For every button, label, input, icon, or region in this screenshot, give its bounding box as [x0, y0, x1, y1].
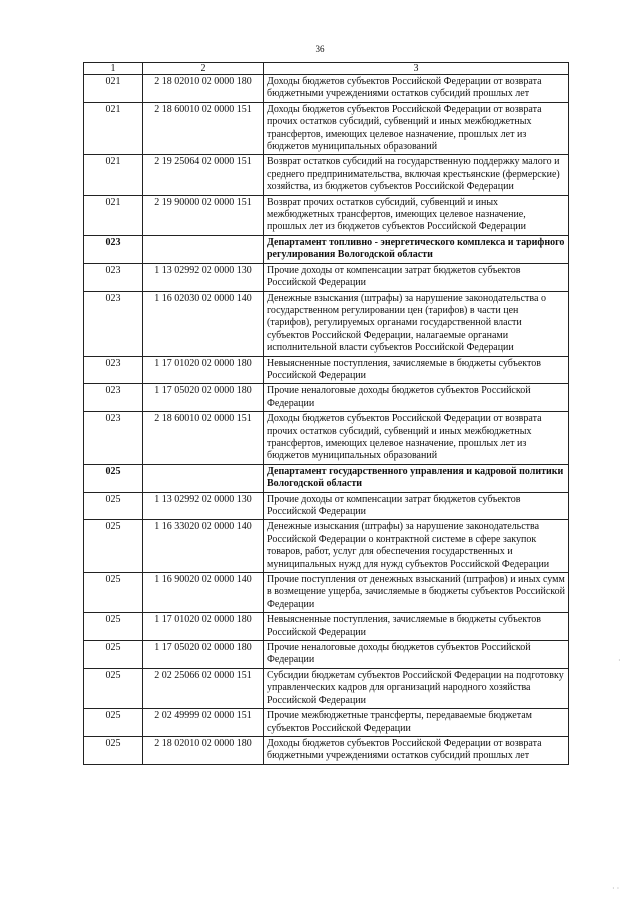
revenue-code-cell: 1 16 90020 02 0000 140 [143, 573, 264, 613]
description-cell: Доходы бюджетов субъектов Российской Федерации от возврата бюджетными учреждениями остатков субсидий прошлых лет [264, 736, 569, 764]
admin-code-cell: 025 [84, 736, 143, 764]
admin-code-cell: 023 [84, 412, 143, 465]
description-cell: Прочие доходы от компенсации затрат бюджетов субъектов Российской Федерации [264, 263, 569, 291]
revenue-code-cell: 2 18 60010 02 0000 151 [143, 412, 264, 465]
admin-code-cell: 023 [84, 263, 143, 291]
revenue-code-cell: 2 02 25066 02 0000 151 [143, 668, 264, 708]
revenue-code-cell: 2 19 25064 02 0000 151 [143, 155, 264, 195]
admin-code-cell: 025 [84, 613, 143, 641]
table-row [84, 384, 569, 412]
page-number: 36 [315, 44, 325, 54]
table-row [84, 668, 569, 708]
description-cell: Невыясненные поступления, зачисляемые в бюджеты субъектов Российской Федерации [264, 356, 569, 384]
header-col-1: 1 [84, 63, 143, 75]
description-cell: Прочие межбюджетные трансферты, передаваемые бюджетам субъектов Российской Федерации [264, 709, 569, 737]
description-cell: Невыясненные поступления, зачисляемые в бюджеты субъектов Российской Федерации [264, 613, 569, 641]
revenue-codes-table [83, 62, 569, 765]
table-row [84, 736, 569, 764]
table-row [84, 492, 569, 520]
header-col-3: 3 [264, 63, 569, 75]
admin-code-cell: 025 [84, 641, 143, 669]
revenue-code-cell: 1 13 02992 02 0000 130 [143, 263, 264, 291]
description-cell: Доходы бюджетов субъектов Российской Федерации от возврата прочих остатков субсидий, субвенций и иных межбюджетных трансфертов, имеющих целевое назначение, прошлых лет из бюджетов муниципальных образований [264, 412, 569, 465]
revenue-code-cell: 2 02 49999 02 0000 151 [143, 709, 264, 737]
description-cell: Прочие доходы от компенсации затрат бюджетов субъектов Российской Федерации [264, 492, 569, 520]
admin-code-cell: 025 [84, 668, 143, 708]
admin-code-cell: 025 [84, 520, 143, 573]
description-cell: Прочие неналоговые доходы бюджетов субъектов Российской Федерации [264, 384, 569, 412]
description-cell: Прочие поступления от денежных взысканий (штрафов) и иных сумм в возмещение ущерба, зачисляемые в бюджеты субъектов Российской Федерации [264, 573, 569, 613]
description-cell: Субсидии бюджетам субъектов Российской Федерации на подготовку управленческих кадров для организаций народного хозяйства Российской Федерации [264, 668, 569, 708]
revenue-code-cell: 2 18 02010 02 0000 180 [143, 75, 264, 103]
revenue-code-cell: 1 17 01020 02 0000 180 [143, 356, 264, 384]
scan-artifact: · [618, 656, 621, 665]
admin-code-cell: 025 [84, 709, 143, 737]
admin-code-cell: 025 [84, 573, 143, 613]
admin-code-cell: 023 [84, 356, 143, 384]
revenue-code-cell: 2 19 90000 02 0000 151 [143, 195, 264, 235]
table-header-row [84, 63, 569, 75]
table-row [84, 412, 569, 465]
description-cell: Доходы бюджетов субъектов Российской Федерации от возврата бюджетными учреждениями остатков субсидий прошлых лет [264, 75, 569, 103]
table-row [84, 641, 569, 669]
revenue-code-cell: 1 17 05020 02 0000 180 [143, 384, 264, 412]
description-cell: Возврат прочих остатков субсидий, субвенций и иных межбюджетных трансфертов, имеющих целевое назначение, прошлых лет из бюджетов субъектов Российской Федерации [264, 195, 569, 235]
admin-code-cell: 023 [84, 384, 143, 412]
description-cell: Доходы бюджетов субъектов Российской Федерации от возврата прочих остатков субсидий, субвенций и иных межбюджетных трансфертов, имеющих целевое назначение, прошлых лет из бюджетов муниципальных образований [264, 102, 569, 155]
department-row [84, 464, 569, 492]
revenue-code-cell: 1 16 33020 02 0000 140 [143, 520, 264, 573]
scan-artifact: · · [612, 884, 620, 893]
table-row [84, 573, 569, 613]
admin-code-cell: 021 [84, 75, 143, 103]
revenue-code-cell: 2 18 02010 02 0000 180 [143, 736, 264, 764]
table-row [84, 520, 569, 573]
admin-code-cell: 025 [84, 492, 143, 520]
description-cell: Денежные взыскания (штрафы) за нарушение законодательства о государственном регулировании цен (тарифов) в части цен (тарифов), регулируемых органами государственной власти субъектов Российской Федерации, налагаемые органами исполнительной власти субъектов Российской Федерации [264, 291, 569, 356]
admin-code-cell: 021 [84, 102, 143, 155]
description-cell: Денежные изыскания (штрафы) за нарушение законодательства Российской Федерации о контрактной системе в сфере закупок товаров, работ, услуг для обеспечения государственных и муниципальных нужд для нужд субъектов Российской Федерации [264, 520, 569, 573]
description-cell: Департамент топливно - энергетического комплекса и тарифного регулирования Вологодской области [264, 235, 569, 263]
table-row [84, 195, 569, 235]
revenue-code-cell [143, 235, 264, 263]
revenue-code-cell [143, 464, 264, 492]
description-cell: Департамент государственного управления и кадровой политики Вологодской области [264, 464, 569, 492]
revenue-code-cell: 1 17 05020 02 0000 180 [143, 641, 264, 669]
table-row [84, 263, 569, 291]
table-row [84, 709, 569, 737]
admin-code-cell: 025 [84, 464, 143, 492]
admin-code-cell: 023 [84, 235, 143, 263]
admin-code-cell: 021 [84, 155, 143, 195]
table-row [84, 356, 569, 384]
table-row [84, 155, 569, 195]
header-col-2: 2 [143, 63, 264, 75]
table-row [84, 75, 569, 103]
table-row [84, 291, 569, 356]
admin-code-cell: 023 [84, 291, 143, 356]
revenue-code-cell: 1 13 02992 02 0000 130 [143, 492, 264, 520]
description-cell: Возврат остатков субсидий на государственную поддержку малого и среднего предпринимательства, включая крестьянские (фермерские) хозяйства, из бюджетов субъектов Российской Федерации [264, 155, 569, 195]
admin-code-cell: 021 [84, 195, 143, 235]
department-row [84, 235, 569, 263]
description-cell: Прочие неналоговые доходы бюджетов субъектов Российской Федерации [264, 641, 569, 669]
revenue-code-cell: 1 16 02030 02 0000 140 [143, 291, 264, 356]
revenue-code-cell: 2 18 60010 02 0000 151 [143, 102, 264, 155]
table-row [84, 613, 569, 641]
table-row [84, 102, 569, 155]
revenue-code-cell: 1 17 01020 02 0000 180 [143, 613, 264, 641]
